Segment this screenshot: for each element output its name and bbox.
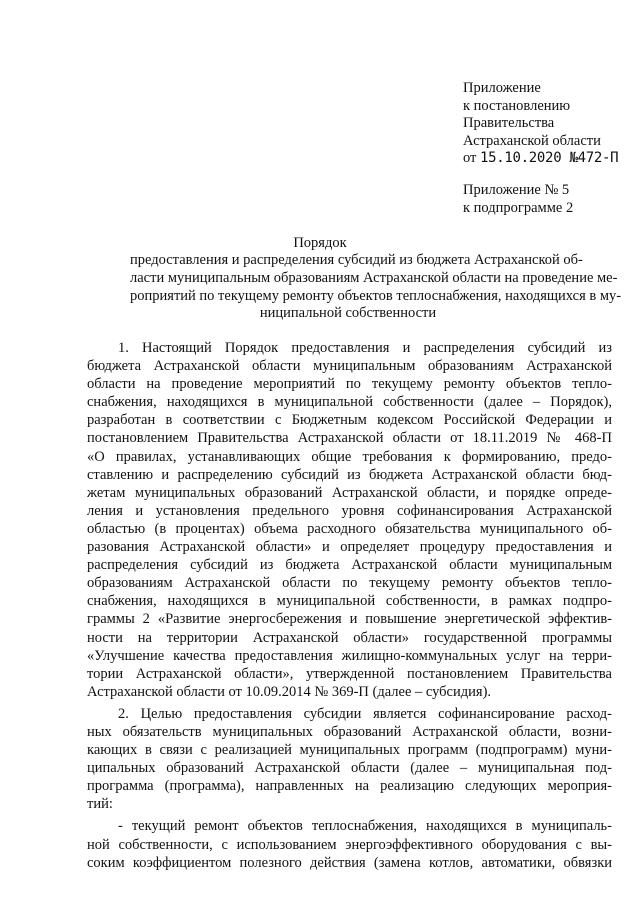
subtitle-line: ласти муниципальным образованиям Астраханской области на проведение ме- xyxy=(130,269,618,286)
appendix-line: Астраханской области xyxy=(463,132,601,149)
paragraph-line: ления и установления предельного уровня софинансирования Астраханской xyxy=(87,502,612,519)
paragraph-line: разработан в соответствии с Бюджетным кодексом Российской Федерации и xyxy=(87,412,612,429)
paragraph-line: тий: xyxy=(87,796,113,813)
bullet-line: соким коэффициентом полезного действия (замена котлов, автоматики, обвязки xyxy=(87,854,612,871)
paragraph-line: разования Астраханской области» и определяет процедуру предоставления и xyxy=(87,539,612,556)
paragraph-line: граммы 2 «Развитие энергосбережения и повышение энергетической эффектив- xyxy=(87,611,612,628)
document-subtitle xyxy=(130,252,622,323)
paragraph-line: «Улучшение качества предоставления жилищно-коммунальных услуг на терри- xyxy=(87,647,612,664)
paragraph-line: областью (в процентах) объема расходного обязательства муниципального об- xyxy=(87,520,612,537)
appendix-line: Правительства xyxy=(463,115,555,132)
subtitle-line: роприятий по текущему ремонту объектов теплоснабжения, находящихся в му- xyxy=(130,287,622,304)
paragraph-line: Астраханской области от 10.09.2014 № 369-П (далее – субсидия). xyxy=(87,683,492,700)
appendix-header xyxy=(463,80,618,168)
paragraph-line: жетам муниципальных образований Астраханской области, и порядке опреде- xyxy=(87,484,612,501)
bullet-item xyxy=(87,817,612,871)
document-body xyxy=(87,339,612,872)
appendix-subprogram xyxy=(463,182,573,217)
paragraph-line: снабжения, находящихся в муниципальной собственности, в рамках подпро- xyxy=(87,593,612,610)
paragraph-line: кающих в связи с реализацией муниципальных программ (подпрограмм) муни- xyxy=(87,742,612,759)
bullet-line: - текущий ремонт объектов теплоснабжения, находящихся в муниципаль- xyxy=(118,818,612,835)
paragraph-line: тории Астраханской области», утвержденной постановлением Правительства xyxy=(87,665,612,682)
paragraph-line: области на проведение мероприятий по текущему ремонту объектов тепло- xyxy=(87,376,612,393)
paragraph-line: ставлению и распределению субсидий из бюджета Астраханской области бюд- xyxy=(87,466,612,483)
subtitle-line: ниципальной собственности xyxy=(259,305,437,322)
appendix-line: к постановлению xyxy=(463,97,571,114)
paragraph-line: «О правилах, устанавливающих общие требования к формированию, предо- xyxy=(87,448,612,465)
paragraph-line: бюджета Астраханской области муниципальным образованиям Астраханской xyxy=(87,358,612,375)
paragraph-line: ных обязательств муниципальных образований Астраханской области, возни- xyxy=(87,723,612,740)
appendix-line: Приложение xyxy=(463,80,541,96)
date-prefix: от xyxy=(463,150,477,167)
document-title: Порядок xyxy=(293,235,347,251)
bullet-line: ной собственности, с использованием энергоэффективного оборудования с вы- xyxy=(87,836,612,853)
appendix-date-line xyxy=(463,150,618,168)
subtitle-line: предоставления и распределения субсидий из бюджета Астраханской об- xyxy=(130,252,583,268)
paragraph-1 xyxy=(87,339,612,701)
handwritten-date-number: 15.10.2020 №472-П xyxy=(480,150,619,167)
appendix-subprogram-line: к подпрограмме 2 xyxy=(463,199,574,216)
paragraph-line: постановлением Правительства Астраханской области от 18.11.2019 № 468-П xyxy=(87,430,612,447)
paragraph-line: ности на территории Астраханской области» государственной программы xyxy=(87,629,612,646)
paragraph-line: 2. Целью предоставления субсидии является софинансирование расход- xyxy=(118,705,612,722)
paragraph-line: программа (программа), направленных на реализацию следующих мероприя- xyxy=(87,778,612,795)
paragraph-line: снабжения, находящихся в муниципальной собственности (далее – Порядок), xyxy=(87,394,612,411)
paragraph-line: распределения субсидий из бюджета Астраханской области муниципальным xyxy=(87,557,612,574)
paragraph-line: ципальных образований Астраханской области (далее – муниципальная под- xyxy=(87,760,612,777)
appendix-subprogram-line: Приложение № 5 xyxy=(463,182,570,198)
paragraph-line: образованиям Астраханской области по текущему ремонту объектов тепло- xyxy=(87,575,612,592)
paragraph-2 xyxy=(87,705,612,814)
paragraph-line: 1. Настоящий Порядок предоставления и распределения субсидий из xyxy=(118,340,612,356)
